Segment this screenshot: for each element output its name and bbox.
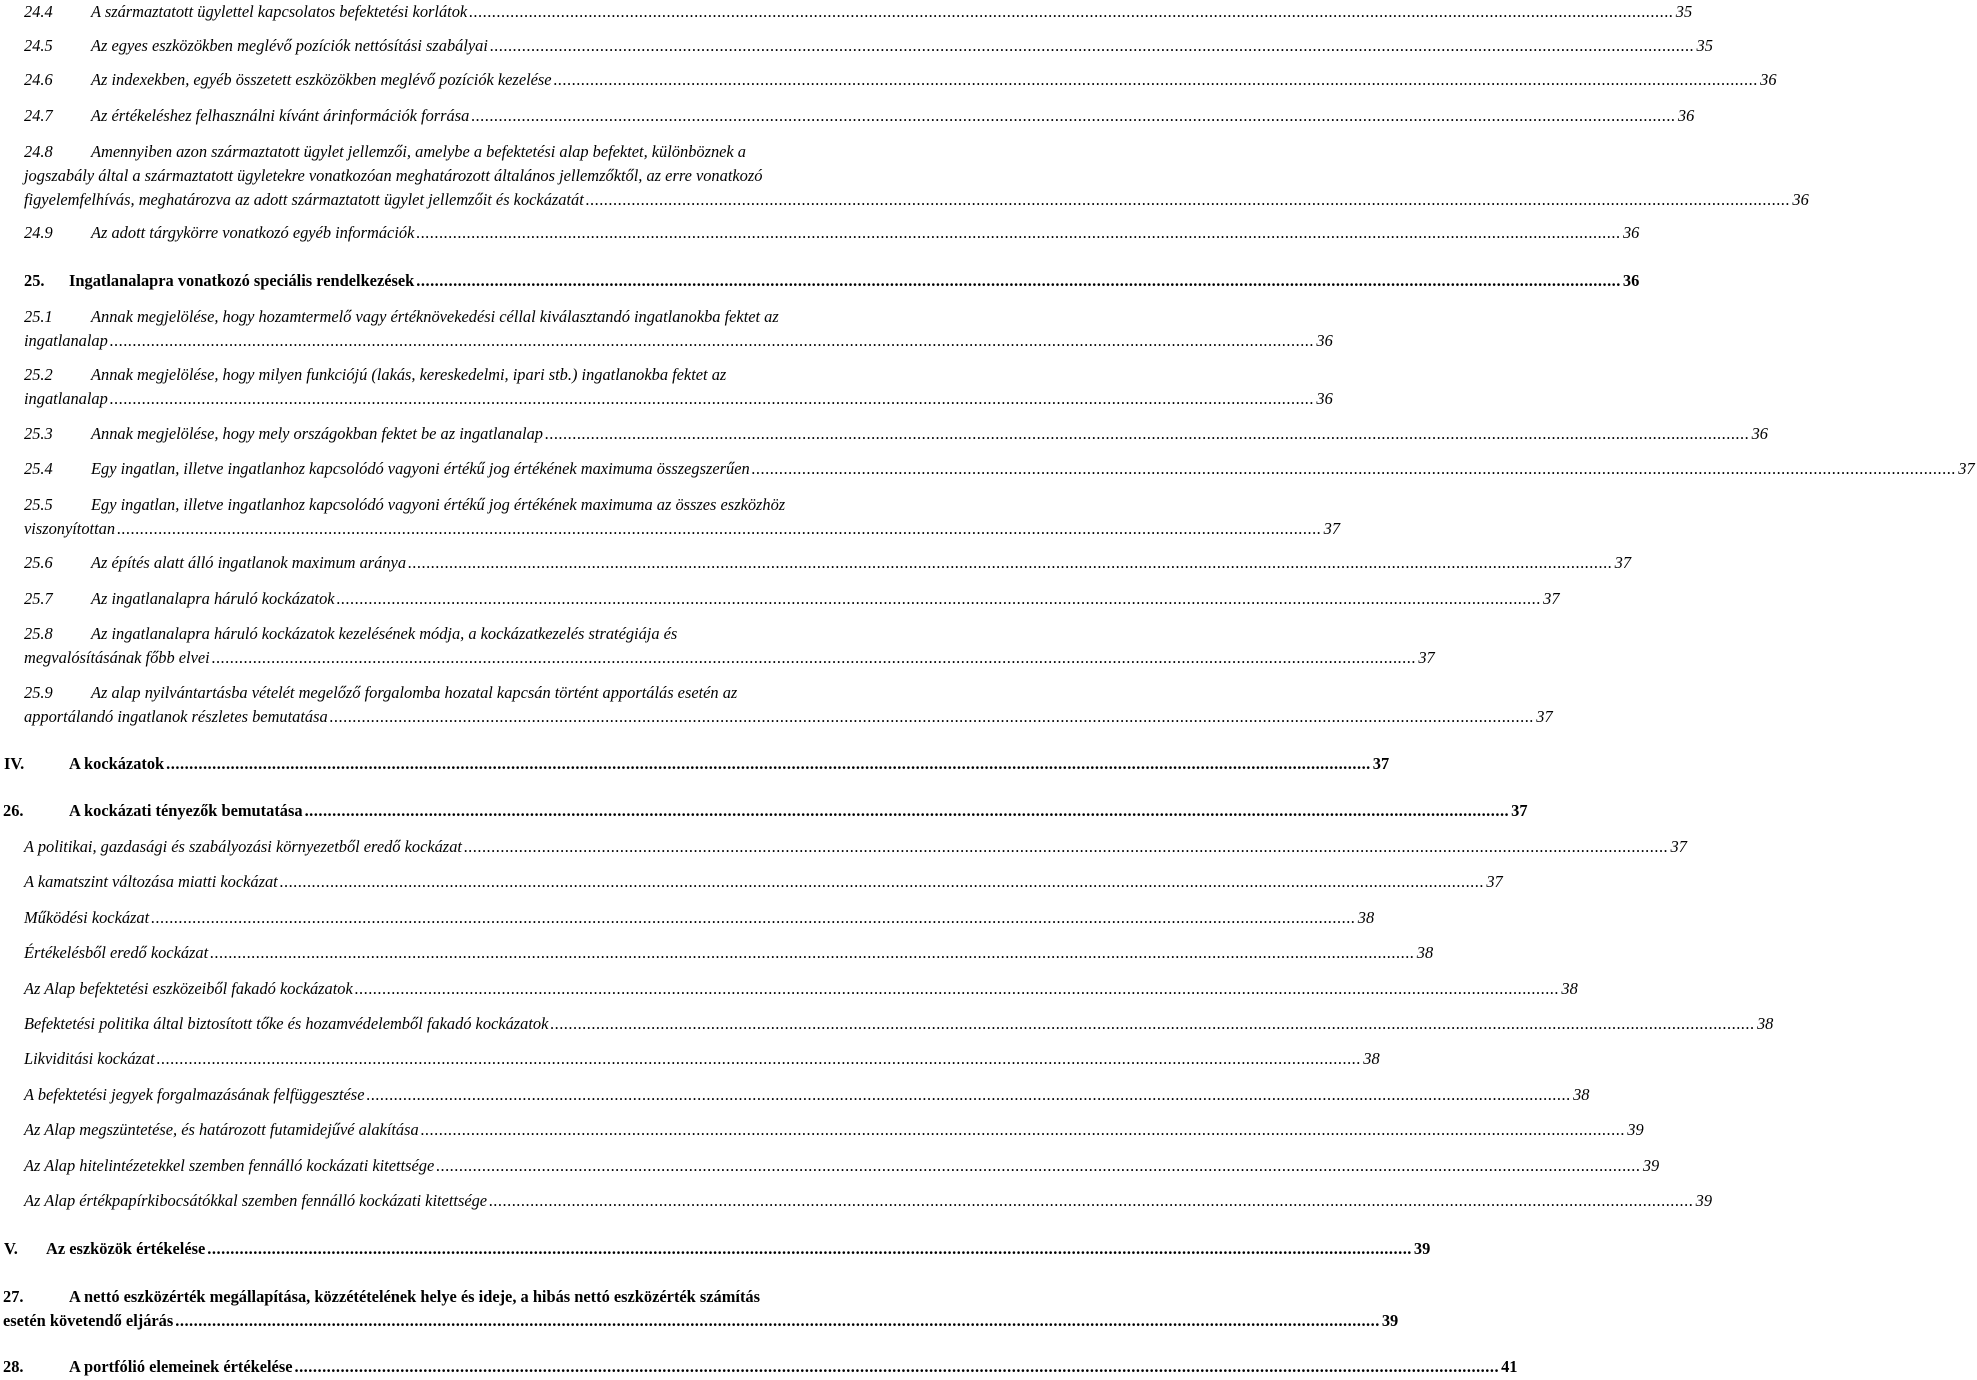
toc-title: A kockázati tényezők bemutatása <box>69 801 303 820</box>
toc-title-line: megvalósításának főbb elvei <box>24 648 210 667</box>
toc-entry-24-4[interactable] <box>0 0 1693 23</box>
toc-title: A kamatszint változása miatti kockázat <box>24 872 278 891</box>
toc-entry-25-9[interactable] <box>0 681 1553 728</box>
toc-title-line: Egy ingatlan, illetve ingatlanhoz kapcsolódó vagyoni értékű jog értékének maximuma az összes eszközhöz <box>91 495 786 514</box>
toc-entry-risk-valuation[interactable] <box>0 941 1434 964</box>
toc-entry-24-8[interactable] <box>0 140 1809 211</box>
dot-leader: ...................................................................................................................................................................................................................................................................... <box>545 424 1750 443</box>
toc-number: 25. <box>24 271 45 290</box>
toc-entry-26[interactable] <box>0 799 1528 822</box>
toc-page-number: 37 <box>1372 754 1390 773</box>
toc-page-number: 37 <box>1614 553 1632 572</box>
dot-leader: ...................................................................................................................................................................................................................................................................... <box>117 519 1322 538</box>
toc-title-line: A nettó eszközérték megállapítása, közzétételének helye és ideje, a hibás nettó eszközérték számítás <box>69 1287 760 1306</box>
toc-title-line: ingatlanalap <box>24 331 108 350</box>
dot-leader: ...................................................................................................................................................................................................................................................................... <box>304 801 1510 820</box>
toc-title-line: apportálandó ingatlanok részletes bemutatása <box>24 707 328 726</box>
toc-entry-25-2[interactable] <box>0 363 1333 410</box>
toc-page-number: 37 <box>1536 707 1553 726</box>
dot-leader: ...................................................................................................................................................................................................................................................................... <box>553 70 1759 89</box>
toc-number: 25.9 <box>24 683 53 702</box>
toc-entry-risk-operational[interactable] <box>0 906 1375 929</box>
toc-entry-24-6[interactable] <box>0 68 1777 91</box>
toc-title: Működési kockázat <box>24 908 150 927</box>
dot-leader: ...................................................................................................................................................................................................................................................................... <box>175 1311 1380 1330</box>
toc-title-line: viszonyítottan <box>24 519 116 538</box>
toc-entry-25-4[interactable] <box>0 457 1975 480</box>
toc-page-number: 37 <box>1543 589 1560 608</box>
dot-leader: ...................................................................................................................................................................................................................................................................... <box>366 1085 1572 1104</box>
toc-number: V. <box>4 1239 18 1258</box>
dot-leader: ...................................................................................................................................................................................................................................................................... <box>463 837 1669 856</box>
toc-title-line: figyelemfelhívás, meghatározva az adott származtatott ügylet jellemzőit és kockázatát <box>24 190 584 209</box>
dot-leader: ...................................................................................................................................................................................................................................................................... <box>109 389 1315 408</box>
toc-page-number: 39 <box>1627 1120 1644 1139</box>
toc-number: 24.8 <box>24 142 53 161</box>
toc-number: 24.6 <box>24 70 53 89</box>
dot-leader: ...................................................................................................................................................................................................................................................................... <box>211 648 1417 667</box>
toc-title: Az Alap befektetési eszközeiből fakadó kockázatok <box>24 979 353 998</box>
dot-leader: ...................................................................................................................................................................................................................................................................... <box>751 459 1957 478</box>
toc-page-number: 37 <box>1511 801 1528 820</box>
toc-number: 25.4 <box>24 459 53 478</box>
toc-number: 27. <box>3 1287 24 1306</box>
dot-leader: ...................................................................................................................................................................................................................................................................... <box>416 223 1621 242</box>
toc-page-number: 37 <box>1486 872 1503 891</box>
toc-page-number: 35 <box>1696 36 1713 55</box>
toc-page-number: 36 <box>1316 331 1333 350</box>
toc-page-number: 37 <box>1323 519 1341 538</box>
toc-page-number: 37 <box>1670 837 1687 856</box>
toc-title: Befektetési politika által biztosított tőke és hozamvédelemből fakadó kockázatok <box>24 1014 549 1033</box>
toc-page-number: 39 <box>1381 1311 1399 1330</box>
toc-title: Likviditási kockázat <box>24 1049 155 1068</box>
toc-entry-risk-interest[interactable] <box>0 870 1503 893</box>
toc-number: IV. <box>4 754 25 773</box>
toc-entry-28[interactable] <box>0 1355 1518 1378</box>
toc-title-line: Annak megjelölése, hogy hozamtermelő vagy értéknövekedési céllal kiválasztandó ingatlanokba fektet az <box>91 307 779 326</box>
toc-page-number: 37 <box>1958 459 1975 478</box>
toc-entry-25[interactable] <box>0 269 1640 292</box>
toc-page-number: 36 <box>1316 389 1333 408</box>
toc-page-number: 36 <box>1751 424 1768 443</box>
dot-leader: ...................................................................................................................................................................................................................................................................... <box>207 1239 1412 1258</box>
toc-entry-25-5[interactable] <box>0 493 1341 540</box>
toc-entry-part-iv[interactable] <box>0 752 1390 775</box>
dot-leader: ...................................................................................................................................................................................................................................................................... <box>336 589 1542 608</box>
dot-leader: ...................................................................................................................................................................................................................................................................... <box>489 36 1695 55</box>
toc-page-number: 38 <box>1756 1014 1774 1033</box>
toc-entry-25-1[interactable] <box>0 305 1333 352</box>
toc-number: 24.9 <box>24 223 53 242</box>
toc-entry-24-7[interactable] <box>0 104 1695 127</box>
toc-page-number: 39 <box>1642 1156 1660 1175</box>
dot-leader: ...................................................................................................................................................................................................................................................................... <box>210 943 1415 962</box>
toc-number: 24.7 <box>24 106 53 125</box>
toc-page-number: 36 <box>1760 70 1777 89</box>
toc-entry-24-5[interactable] <box>0 34 1713 57</box>
toc-entry-27[interactable] <box>0 1285 1399 1332</box>
dot-leader: ...................................................................................................................................................................................................................................................................... <box>354 979 1560 998</box>
toc-entry-risk-credit-institutions[interactable] <box>0 1154 1660 1177</box>
dot-leader: ...................................................................................................................................................................................................................................................................... <box>329 707 1535 726</box>
dot-leader: ...................................................................................................................................................................................................................................................................... <box>550 1014 1755 1033</box>
toc-number: 25.5 <box>24 495 53 514</box>
toc-entry-part-v[interactable] <box>0 1237 1431 1260</box>
dot-leader: ...................................................................................................................................................................................................................................................................... <box>585 190 1791 209</box>
toc-title: Az értékeléshez felhasználni kívánt árinformációk forrása <box>91 106 470 125</box>
toc-title: Az eszközök értékelése <box>46 1239 206 1258</box>
dot-leader: ...................................................................................................................................................................................................................................................................... <box>416 271 1621 290</box>
toc-entry-25-8[interactable] <box>0 622 1435 669</box>
toc-title: Annak megjelölése, hogy mely országokban fektet be az ingatlanalap <box>91 424 544 443</box>
toc-number: 25.3 <box>24 424 53 443</box>
toc-title-line: esetén követendő eljárás <box>3 1311 174 1330</box>
toc-title: Értékelésből eredő kockázat <box>24 943 209 962</box>
toc-title: Az Alap értékpapírkibocsátókkal szemben fennálló kockázati kitettsége <box>24 1191 488 1210</box>
toc-title: A származtatott ügylettel kapcsolatos befektetési korlátok <box>91 2 468 21</box>
toc-title-line: Az ingatlanalapra háruló kockázatok kezelésének módja, a kockázatkezelés stratégiája és <box>91 624 678 643</box>
toc-page-number: 38 <box>1363 1049 1380 1068</box>
toc-title: Ingatlanalapra vonatkozó speciális rendelkezések <box>69 271 415 290</box>
toc-title: Az indexekben, egyéb összetett eszközökben meglévő pozíciók kezelése <box>91 70 552 89</box>
toc-page-number: 38 <box>1416 943 1434 962</box>
toc-entry-25-7[interactable] <box>0 587 1560 610</box>
toc-page-number: 37 <box>1418 648 1435 667</box>
dot-leader: ...................................................................................................................................................................................................................................................................... <box>489 1191 1694 1210</box>
toc-title: Az Alap megszüntetése, és határozott futamidejűvé alakítása <box>24 1120 419 1139</box>
toc-title: Az Alap hitelintézetekkel szemben fennálló kockázati kitettsége <box>24 1156 435 1175</box>
dot-leader: ...................................................................................................................................................................................................................................................................... <box>166 754 1371 773</box>
toc-entry-risk-suspension[interactable] <box>0 1083 1590 1106</box>
toc-title: A kockázatok <box>69 754 165 773</box>
dot-leader: ...................................................................................................................................................................................................................................................................... <box>420 1120 1626 1139</box>
toc-page-number: 39 <box>1413 1239 1431 1258</box>
toc-number: 24.5 <box>24 36 53 55</box>
dot-leader: ...................................................................................................................................................................................................................................................................... <box>436 1156 1641 1175</box>
toc-title: Egy ingatlan, illetve ingatlanhoz kapcsolódó vagyoni értékű jog értékének maximuma összegszerűen <box>91 459 750 478</box>
toc-title: Az ingatlanalapra háruló kockázatok <box>91 589 335 608</box>
toc-number: 24.4 <box>24 2 53 21</box>
toc-entry-risk-assets[interactable] <box>0 977 1578 1000</box>
toc-number: 25.8 <box>24 624 53 643</box>
dot-leader: ...................................................................................................................................................................................................................................................................... <box>471 106 1676 125</box>
toc-page-number: 36 <box>1622 271 1640 290</box>
toc-entry-risk-termination[interactable] <box>0 1118 1644 1141</box>
dot-leader: ...................................................................................................................................................................................................................................................................... <box>109 331 1315 350</box>
toc-title: A portfólió elemeinek értékelése <box>69 1357 293 1376</box>
toc-page-number: 36 <box>1622 223 1640 242</box>
toc-page-number: 35 <box>1675 2 1693 21</box>
toc-entry-24-9[interactable] <box>0 221 1640 244</box>
dot-leader: ...................................................................................................................................................................................................................................................................... <box>156 1049 1362 1068</box>
toc-entry-risk-liquidity[interactable] <box>0 1047 1380 1070</box>
toc-title: Az építés alatt álló ingatlanok maximum aránya <box>91 553 407 572</box>
dot-leader: ...................................................................................................................................................................................................................................................................... <box>151 908 1356 927</box>
toc-title: Az adott tárgykörre vonatkozó egyéb információk <box>91 223 415 242</box>
toc-entry-25-3[interactable] <box>0 422 1768 445</box>
toc-title-line: jogszabály által a származtatott ügyletekre vonatkozóan meghatározott általános jellemzőktől, az erre vonatkozó <box>24 166 763 185</box>
toc-page-number: 39 <box>1695 1191 1713 1210</box>
toc-page-number: 38 <box>1573 1085 1590 1104</box>
toc-page-number: 36 <box>1677 106 1695 125</box>
toc-entry-risk-political[interactable] <box>0 835 1687 858</box>
toc-page-number: 41 <box>1501 1357 1518 1376</box>
toc-entry-risk-protection[interactable] <box>0 1012 1774 1035</box>
toc-title-line: ingatlanalap <box>24 389 108 408</box>
toc-number: 25.6 <box>24 553 53 572</box>
toc-number: 25.7 <box>24 589 53 608</box>
toc-page-number: 38 <box>1357 908 1375 927</box>
toc-number: 25.1 <box>24 307 53 326</box>
toc-entry-risk-issuers[interactable] <box>0 1189 1713 1212</box>
dot-leader: ...................................................................................................................................................................................................................................................................... <box>469 2 1674 21</box>
toc-title-line: Az alap nyilvántartásba vételét megelőző forgalomba hozatal kapcsán történt apportálás esetén az <box>91 683 738 702</box>
toc-title-line: Annak megjelölése, hogy milyen funkciójú (lakás, kereskedelmi, ipari stb.) ingatlanokba fektet az <box>91 365 727 384</box>
toc-page-number: 38 <box>1561 979 1578 998</box>
dot-leader: ...................................................................................................................................................................................................................................................................... <box>408 553 1613 572</box>
toc-title: Az egyes eszközökben meglévő pozíciók nettósítási szabályai <box>91 36 488 55</box>
toc-title: A politikai, gazdasági és szabályozási környezetből eredő kockázat <box>24 837 462 856</box>
dot-leader: ...................................................................................................................................................................................................................................................................... <box>294 1357 1500 1376</box>
toc-number: 25.2 <box>24 365 53 384</box>
toc-title: A befektetési jegyek forgalmazásának felfüggesztése <box>24 1085 365 1104</box>
toc-number: 28. <box>3 1357 24 1376</box>
toc-number: 26. <box>3 801 24 820</box>
toc-title-line: Amennyiben azon származtatott ügylet jellemzői, amelybe a befektetési alap befektet, különböznek a <box>91 142 747 161</box>
dot-leader: ...................................................................................................................................................................................................................................................................... <box>279 872 1485 891</box>
toc-entry-25-6[interactable] <box>0 551 1632 574</box>
toc-page-number: 36 <box>1792 190 1809 209</box>
